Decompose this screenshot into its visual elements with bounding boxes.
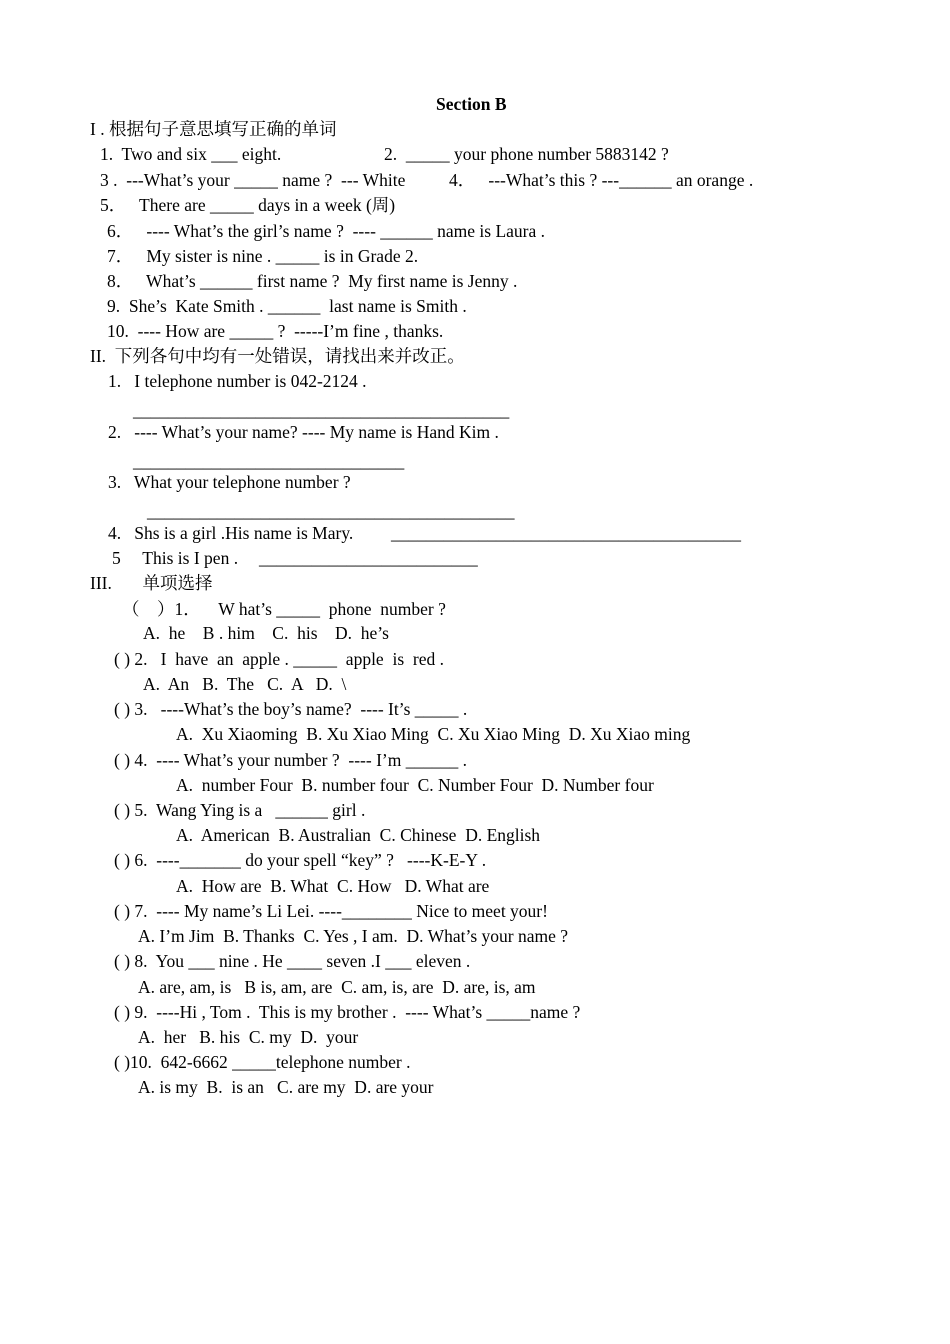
section-title: Section B (436, 94, 507, 114)
options-3-3: A. Xu Xiaoming B. Xu Xiao Ming C. Xu Xiao Ming D. Xu Xiao ming (176, 724, 691, 744)
options-3-2: A. An B. The C. A D. \ (143, 674, 347, 694)
question-1-7: 7． My sister is nine . _____ is in Grade 2. (107, 246, 419, 266)
options-3-9: A. her B. his C. my D. your (138, 1027, 359, 1047)
part-2-heading: II. 下列各句中均有一处错误，请找出来并改正。 (90, 346, 465, 366)
question-3-9: ( ) 9. ----Hi , Tom . This is my brother . ---- What’s _____name ? (114, 1002, 581, 1022)
question-1-1: 1. Two and six ___ eight. (100, 144, 282, 164)
options-3-1: A. he B . him C. his D. he’s (143, 623, 389, 643)
part-1-heading: I . 根据句子意思填写正确的单词 (90, 119, 337, 139)
options-3-6: A. How are B. What C. How D. What are (176, 876, 490, 896)
answer-line-2-2[interactable]: _______________________________ (133, 451, 405, 471)
question-2-3: 3. What your telephone number ? (108, 472, 351, 492)
question-3-10: ( )10. 642-6662 _____telephone number . (114, 1052, 411, 1072)
question-1-6: 6． ---- What’s the girl’s name ? ---- ______ name is Laura . (107, 221, 546, 241)
answer-line-2-3[interactable]: __________________________________________ (147, 501, 515, 521)
question-3-8: ( ) 8. You ___ nine . He ____ seven .I ___ eleven . (114, 951, 471, 971)
options-3-4: A. number Four B. number four C. Number Four D. Number four (176, 775, 654, 795)
question-2-5: 5 This is I pen . (112, 548, 239, 568)
question-1-9: 9. She’s Kate Smith . ______ last name is Smith . (107, 296, 467, 316)
part-3-heading: III. 单项选择 (90, 573, 213, 593)
question-1-4: 4． ---What’s this ? ---______ an orange . (449, 170, 754, 190)
question-3-7: ( ) 7. ---- My name’s Li Lei. ----________ Nice to meet your! (114, 901, 548, 921)
question-3-3: ( ) 3. ----What’s the boy’s name? ---- It’s _____ . (114, 699, 468, 719)
question-3-4: ( ) 4. ---- What’s your number ? ---- I’m ______ . (114, 750, 467, 770)
question-3-1: （ ）1． W hat’s _____ phone number ? (122, 599, 446, 619)
question-1-3: 3 . ---What’s your _____ name ? --- White (100, 170, 406, 190)
question-2-1: 1. I telephone number is 042-2124 . (108, 371, 367, 391)
question-1-5: 5． There are _____ days in a week (周) (100, 195, 396, 215)
question-1-2: 2. _____ your phone number 5883142 ? (384, 144, 669, 164)
question-1-8: 8． What’s ______ first name ? My first name is Jenny . (107, 271, 518, 291)
question-1-10: 10. ---- How are _____ ? -----I’m fine , thanks. (107, 321, 444, 341)
options-3-8: A. are, am, is B is, am, are C. am, is, are D. are, is, am (138, 977, 536, 997)
question-3-2: ( ) 2. I have an apple . _____ apple is red . (114, 649, 444, 669)
question-2-2: 2. ---- What’s your name? ---- My name is Hand Kim . (108, 422, 499, 442)
answer-line-2-5[interactable]: _________________________ (259, 548, 478, 568)
question-2-4: 4. Shs is a girl .His name is Mary. (108, 523, 354, 543)
question-3-5: ( ) 5. Wang Ying is a ______ girl . (114, 800, 366, 820)
answer-line-2-4[interactable]: ________________________________________ (391, 523, 741, 543)
question-3-6: ( ) 6. ----_______ do your spell “key” ? ----K-E-Y . (114, 850, 487, 870)
answer-line-2-1[interactable]: ___________________________________________ (133, 400, 510, 420)
options-3-7: A. I’m Jim B. Thanks C. Yes , I am. D. What’s your name ? (138, 926, 569, 946)
options-3-5: A. American B. Australian C. Chinese D. English (176, 825, 541, 845)
options-3-10: A. is my B. is an C. are my D. are your (138, 1077, 434, 1097)
